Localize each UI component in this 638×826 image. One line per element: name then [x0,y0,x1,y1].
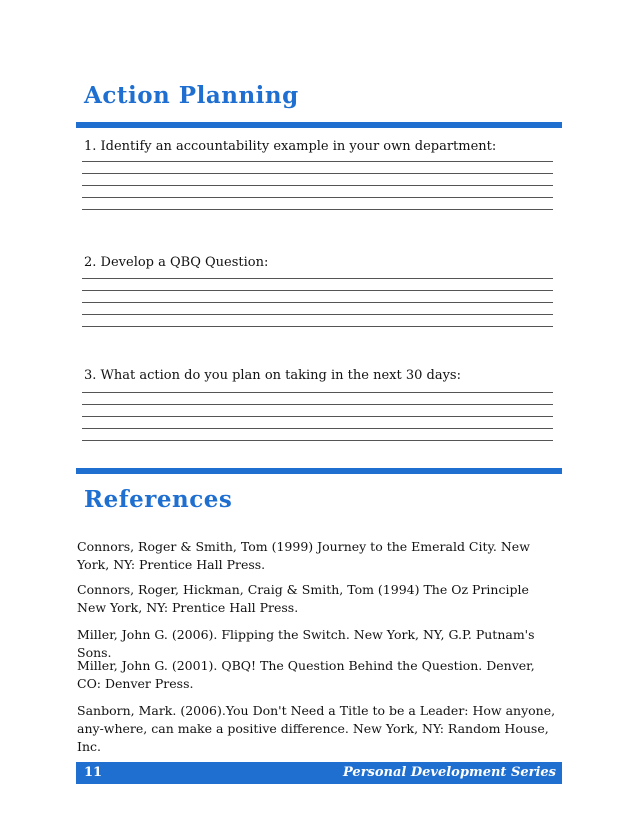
references-heading: References [84,486,233,513]
reference-item: Connors, Roger & Smith, Tom (1999) Journey to the Emerald City. New York, NY: Prentice Hall Press. [77,539,530,572]
page-number: 11 [84,765,103,780]
answer-line[interactable] [82,270,553,279]
answer-line[interactable] [82,408,553,417]
answer-line[interactable] [82,384,553,393]
question-3-label: 3. What action do you plan on taking in the next 30 days: [84,368,461,383]
answer-line[interactable] [82,165,553,174]
action-planning-heading: Action Planning [84,82,299,109]
reference-item: Connors, Roger, Hickman, Craig & Smith, Tom (1994) The Oz Principle New York, NY: Prentice Hall Press. [77,582,529,615]
answer-line[interactable] [82,153,553,162]
section-divider-bar [76,122,562,128]
answer-line[interactable] [82,432,553,441]
question-2-label: 2. Develop a QBQ Question: [84,255,269,270]
answer-line[interactable] [82,189,553,198]
question-3-answer-lines[interactable] [82,384,553,444]
page-footer [76,762,562,784]
answer-line[interactable] [82,318,553,327]
answer-line[interactable] [82,294,553,303]
question-2-answer-lines[interactable] [82,270,553,330]
answer-line[interactable] [82,201,553,210]
reference-item: Miller, John G. (2001). QBQ! The Question Behind the Question. Denver, CO: Denver Press. [77,658,535,691]
reference-item: Miller, John G. (2006). Flipping the Switch. New York, NY, G.P. Putnam's Sons. [77,627,535,660]
question-1-label: 1. Identify an accountability example in your own department: [84,139,497,154]
answer-line[interactable] [82,420,553,429]
answer-line[interactable] [82,396,553,405]
series-title: Personal Development Series [343,765,556,780]
answer-line[interactable] [82,177,553,186]
question-1-answer-lines[interactable] [82,153,553,213]
answer-line[interactable] [82,282,553,291]
answer-line[interactable] [82,306,553,315]
section-divider-bar [76,468,562,474]
reference-item: Sanborn, Mark. (2006).You Don't Need a Title to be a Leader: How anyone, any-where, can make a positive difference. New York, NY: Random House, Inc. [77,703,556,754]
